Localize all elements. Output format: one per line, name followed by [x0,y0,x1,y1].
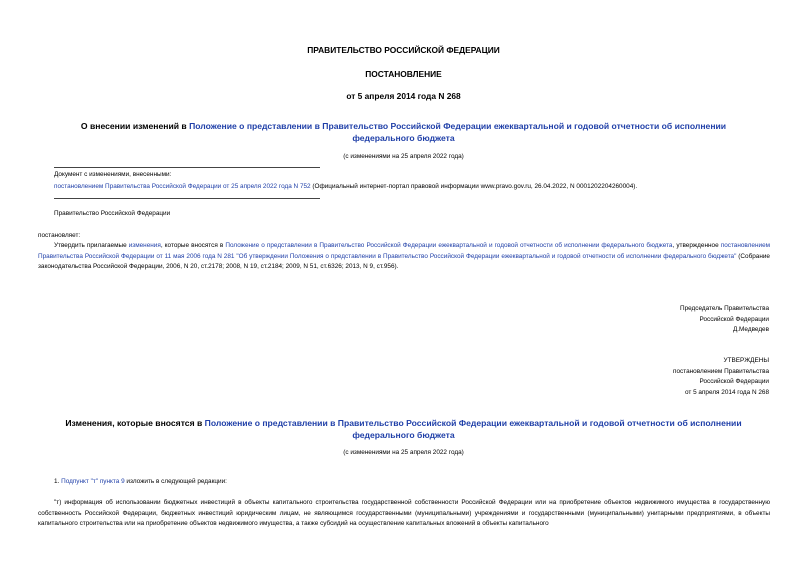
title-link[interactable]: Положение о представлении в Правительство Российской Федерации ежеквартальной и годовой отчетности об исполнении федерального бюджета [189,121,727,143]
changes-title-link[interactable]: Положение о представлении в Правительство Российской Федерации ежеквартальной и годовой отчетности об исполнении федерального бюджета [204,418,742,440]
quoted-text: "т) информация об использовании бюджетных инвестиций в объекты капитального строительства государственной собственности Российской Федерации или на приобретение объектов недвижимого имущества в государственную собственность Российской Федерации, бюджетных инвестиций юридическим лицам, не являющимся государственными (муниципальными) учреждениями и государственными (муниципальными) унитарными предприятиями, в объекты капитального строительства или на приобретение объектов недвижимого имущества, а также субсидий на осуществление капитальных вложений в объекты капитального [38,499,770,528]
document-title [50,120,757,144]
changes-title: Изменения, которые вносятся в Положение о представлении в Правительство Российской Федерации ежеквартальной и годовой отчетности об исполнении федерального бюджета [65,418,742,440]
changes-link[interactable]: изменения [128,242,161,249]
amendments-intro: Документ с изменениями, внесенными: [54,171,172,178]
changes-revision-note: (с изменениями на 25 апреля 2022 года) [343,449,464,456]
government-line: Правительство Российской Федерации [54,210,171,217]
subclause-link[interactable]: Подпункт "т" пункта 9 [61,478,125,485]
amendment-source: (Официальный интернет-портал правовой информации www.pravo.gov.ru, 26.04.2022, N 0001202204260004). [310,182,638,190]
amendments-line [54,182,774,193]
divider-top [54,167,320,168]
amendment-link[interactable]: постановлением Правительства Российской Федерации от 25 апреля 2022 года N 752 [54,182,311,190]
title-prefix: О внесении изменений в [80,121,190,131]
decree-281-link[interactable]: постановлением Правительства Российской Федерации от 11 мая 2006 года N 281 "Об утверждении Положения о представлении в Правительство Российской Федерации ежеквартальной и годовой отчетности об исполнении федерального бюджета" [38,242,771,260]
divider-bottom [54,198,320,199]
approval-block: УТВЕРЖДЕНЫ постановлением Правительства Российской Федерации от 5 апреля 2014 года N 268 [673,357,769,396]
regulation-link[interactable]: Положение о представлении в Правительство Российской Федерации ежеквартальной и годовой отчетности об исполнении федерального бюджета [225,242,673,249]
revision-note: (с изменениями на 25 апреля 2022 года) [343,153,464,160]
document-date: от 5 апреля 2014 года N 268 [346,91,461,101]
amendments-block [54,170,774,192]
document-type: ПОСТАНОВЛЕНИЕ [365,69,442,79]
item-1: 1. Подпункт "т" пункта 9 изложить в следующей редакции: [54,478,227,485]
signature-block: Председатель Правительства Российской Федерации Д.Медведев [680,305,769,334]
resolution-paragraph: Утвердить прилагаемые изменения, которые вносятся в Положение о представлении в Правительство Российской Федерации ежеквартальной и годовой отчетности об исполнении федерального бюджета, утвержденное постановлением Правительства Российской Федерации от 11 мая 2006 года N 281 "Об утверждении Положения о представлении в Правительство Российской Федерации ежеквартальной и годовой отчетности об исполнении федерального бюджета" (Собрание законодательства Российской Федерации, 2006, N 20, ст.2178; 2008, N 19, ст.2184; 2009, N 51, ст.6326; 2013, N 9, ст.956). [38,242,771,271]
government-heading: ПРАВИТЕЛЬСТВО РОССИЙСКОЙ ФЕДЕРАЦИИ [307,45,500,55]
decides-line: постановляет: [38,232,81,239]
